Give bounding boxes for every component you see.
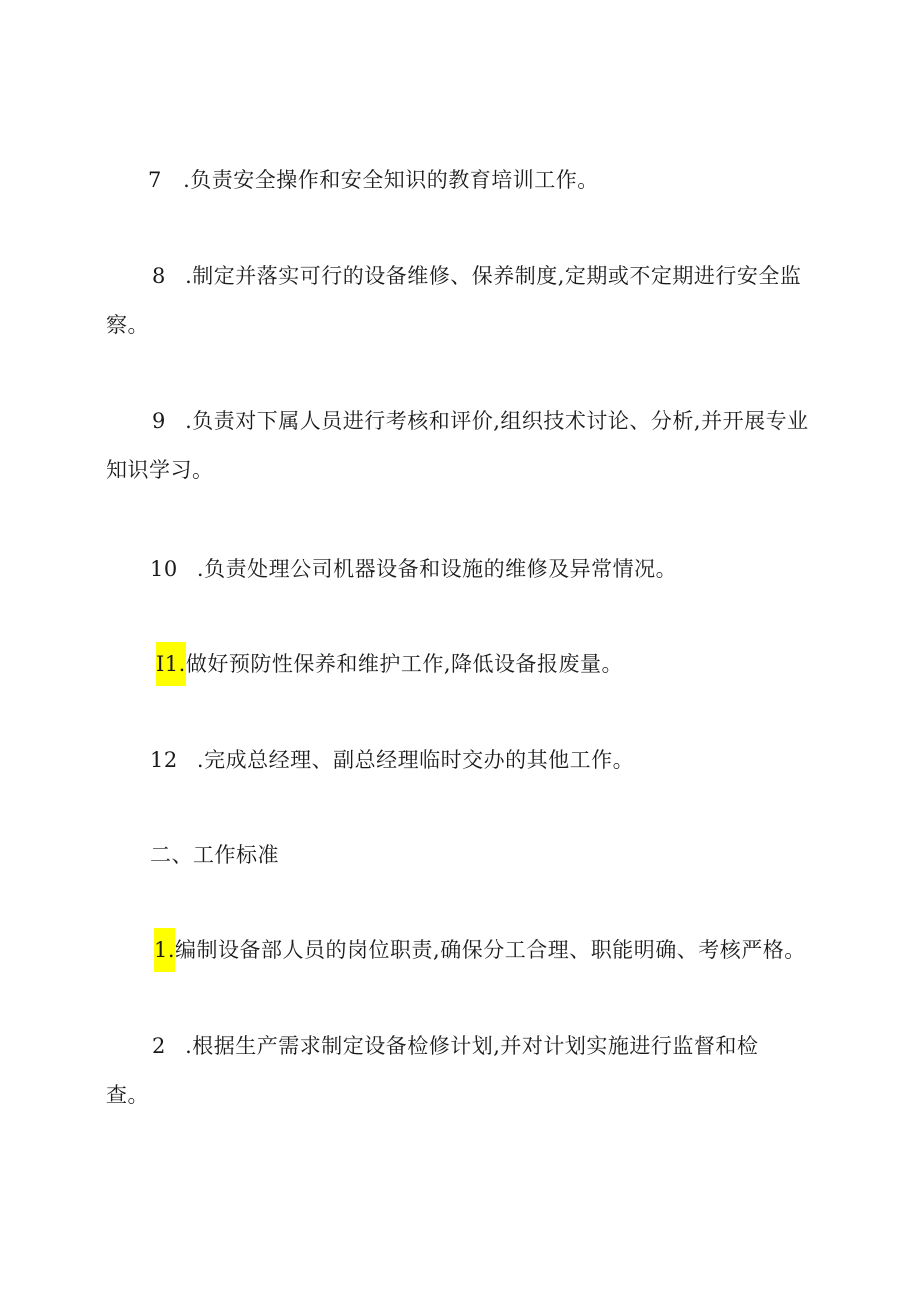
item-number: 8: [152, 264, 166, 288]
item-number: 10: [150, 557, 178, 581]
item-number: 9: [152, 409, 166, 433]
duty-item-8: [152, 262, 801, 290]
item-number: 2: [152, 1034, 166, 1058]
duty-item-11: [156, 650, 623, 678]
item-number: 12: [150, 748, 178, 772]
standard-item-2-continuation: [106, 1081, 149, 1109]
item-text-continuation: 知识学习。: [106, 458, 214, 482]
item-text: .负责对下属人员进行考核和评价,组织技术讨论、分析,并开展专业: [185, 409, 809, 433]
item-text: 做好预防性保养和维护工作,降低设备报废量。: [185, 652, 624, 676]
standard-item-2: [152, 1032, 758, 1060]
duty-item-9: [152, 407, 809, 435]
item-text: .制定并落实可行的设备维修、保养制度,定期或不定期进行安全监: [185, 264, 802, 288]
section-heading: [150, 841, 279, 869]
item-number-highlighted: 1.: [154, 928, 175, 972]
item-text-continuation: 察。: [106, 313, 149, 337]
duty-item-10: [150, 555, 677, 583]
item-text: .负责处理公司机器设备和设施的维修及异常情况。: [196, 557, 678, 581]
duty-item-12: [150, 746, 634, 774]
item-number-highlighted: I1.: [156, 642, 186, 686]
item-text: .根据生产需求制定设备检修计划,并对计划实施进行监督和检: [185, 1034, 759, 1058]
item-number: 7: [148, 168, 162, 192]
item-text: .完成总经理、副总经理临时交办的其他工作。: [196, 748, 635, 772]
item-text: .负责安全操作和安全知识的教育培训工作。: [183, 168, 599, 192]
duty-item-9-continuation: [106, 456, 214, 484]
item-text: 编制设备部人员的岗位职责,确保分工合理、职能明确、考核严格。: [175, 938, 806, 962]
item-text-continuation: 查。: [106, 1083, 149, 1107]
section-heading-text: 二、工作标准: [150, 843, 279, 867]
duty-item-7: [148, 166, 599, 194]
standard-item-1: [154, 936, 806, 964]
duty-item-8-continuation: [106, 311, 149, 339]
